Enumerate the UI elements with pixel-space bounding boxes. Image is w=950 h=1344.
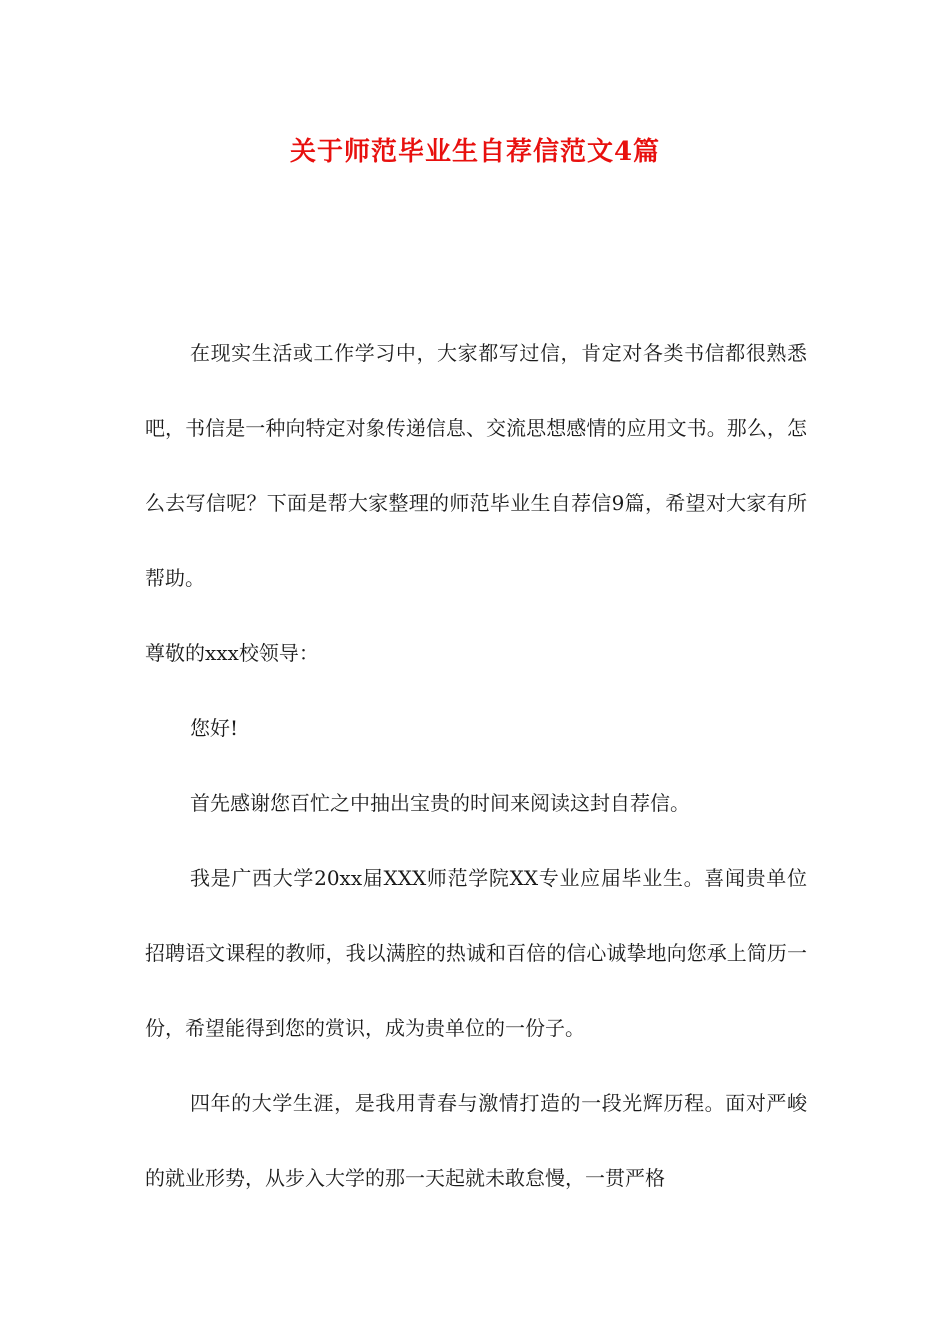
paragraph-salutation: 尊敬的xxx校领导： (145, 641, 319, 665)
paragraph-university-life: 四年的大学生涯，是我用青春与激情打造的一段光辉历程。面对严峻的就业形势，从步入大学的那一天起就未敢怠慢，一贯严格 (145, 1091, 807, 1190)
paragraph-thanks: 首先感谢您百忙之中抽出宝贵的时间来阅读这封自荐信。 (190, 791, 690, 815)
document-body (145, 316, 807, 1216)
paragraph-greeting: 您好! (190, 716, 239, 740)
paragraph-self-intro: 我是广西大学20xx届XXX师范学院XX专业应届毕业生。喜闻贵单位招聘语文课程的教师，我以满腔的热诚和百倍的信心诚挚地向您承上简历一份，希望能得到您的赏识，成为贵单位的一份子。 (145, 866, 807, 1040)
document-title: 关于师范毕业生自荐信范文4篇 (289, 137, 661, 167)
paragraph-intro: 在现实生活或工作学习中，大家都写过信，肯定对各类书信都很熟悉吧，书信是一种向特定对象传递信息、交流思想感情的应用文书。那么，怎么去写信呢？下面是帮大家整理的师范毕业生自荐信9篇，希望对大家有所帮助。 (145, 341, 807, 590)
